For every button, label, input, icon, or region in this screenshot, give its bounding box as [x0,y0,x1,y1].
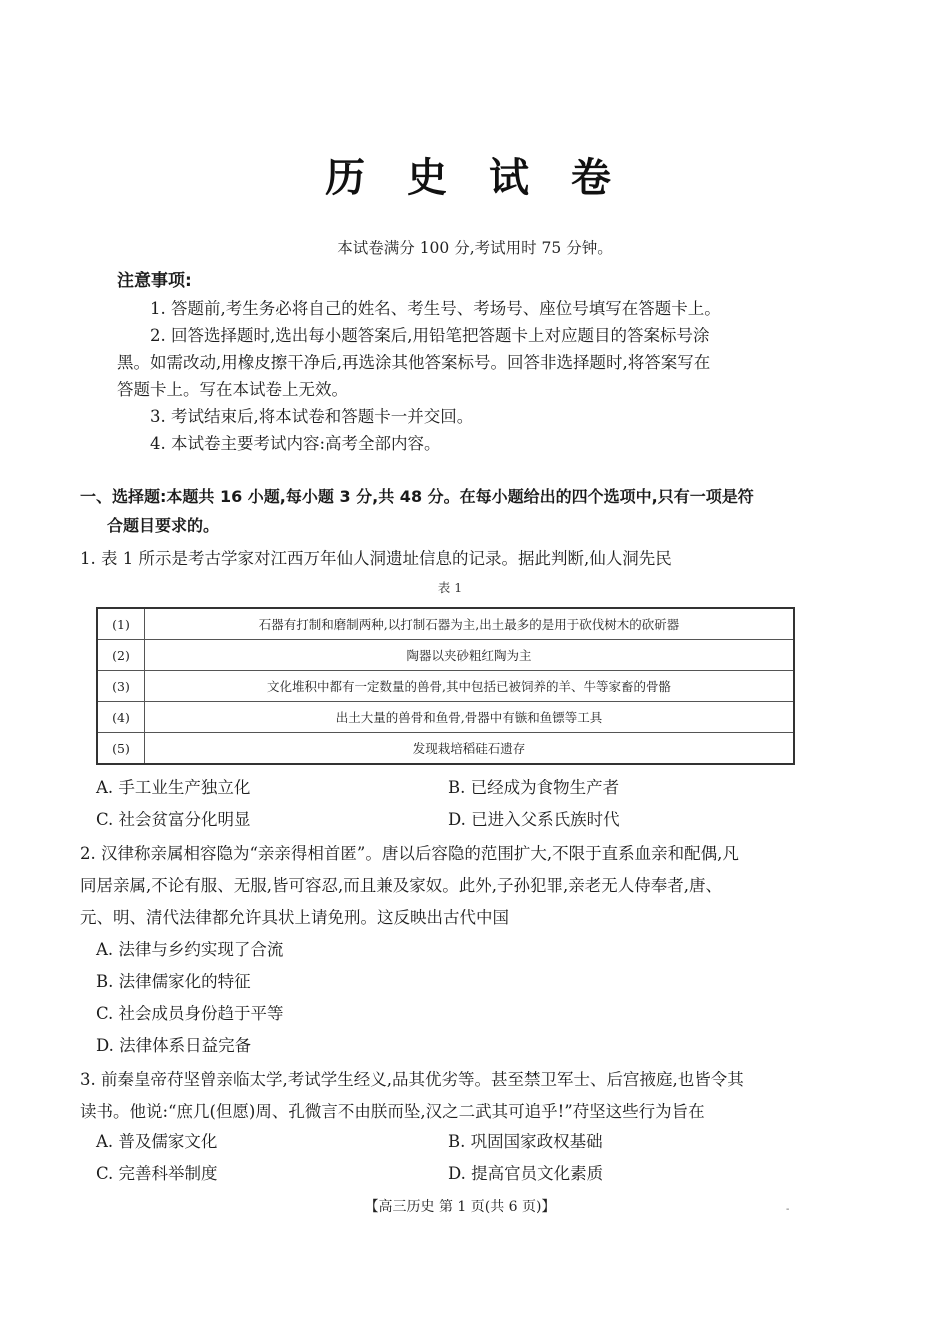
question-1-stem: 1. 表 1 所示是考古学家对江西万年仙人洞遗址信息的记录。据此判断,仙人洞先民 [80,549,672,568]
table-cell-num: (2) [97,640,145,671]
q1-option-a: A. 手工业生产独立化 [96,778,251,797]
question-2-stem-2: 同居亲属,不论有服、无服,皆可容忍,而且兼及家奴。此外,子孙犯罪,亲老无人侍奉者,唐、 [80,876,722,895]
q3-option-b: B. 巩固国家政权基础 [448,1132,603,1151]
q3-option-d: D. 提高官员文化素质 [448,1164,604,1183]
table-cell-text: 出土大量的兽骨和鱼骨,骨器中有镞和鱼镖等工具 [145,702,795,733]
table-row [97,733,794,765]
section-heading-cont: 合题目要求的。 [107,516,220,535]
question-2-stem-1: 2. 汉律称亲属相容隐为“亲亲得相首匿”。唐以后容隐的范围扩大,不限于直系血亲和配偶,凡 [80,844,739,863]
archaeology-table [96,607,795,765]
q3-option-c: C. 完善科举制度 [96,1164,218,1183]
table-row [97,671,794,702]
table-cell-text: 发现栽培稻硅石遗存 [145,733,795,765]
q2-option-c: C. 社会成员身份趋于平等 [96,1004,284,1023]
q1-option-c: C. 社会贫富分化明显 [96,810,251,829]
q2-option-d: D. 法律体系日益完备 [96,1036,252,1055]
question-3-stem-1: 3. 前秦皇帝苻坚曾亲临太学,考试学生经义,品其优劣等。甚至禁卫军士、后宫掖庭,也皆令其 [80,1070,744,1089]
q1-option-d: D. 已进入父系氏族时代 [448,810,620,829]
exam-info: 本试卷满分 100 分,考试用时 75 分钟。 [337,239,613,257]
table-cell-num: (5) [97,733,145,765]
corner-mark: - [786,1204,790,1215]
notice-heading: 注意事项: [117,271,192,291]
table-cell-text: 文化堆积中都有一定数量的兽骨,其中包括已被饲养的羊、牛等家畜的骨骼 [145,671,795,702]
table-row [97,608,794,640]
notice-line-5: 3. 考试结束后,将本试卷和答题卡一并交回。 [150,407,474,426]
question-2-stem-3: 元、明、清代法律都允许具状上请免刑。这反映出古代中国 [80,908,509,927]
q1-option-b: B. 已经成为食物生产者 [448,778,620,797]
table-cell-num: (1) [97,608,145,640]
table-cell-text: 陶器以夹砂粗红陶为主 [145,640,795,671]
notice-line-4: 答题卡上。写在本试卷上无效。 [117,380,348,399]
table-row [97,640,794,671]
page-footer: 【高三历史 第 1 页(共 6 页)】 [364,1199,556,1215]
question-3-stem-2: 读书。他说:“庶几(但愿)周、孔微言不由朕而坠,汉之二武其可追乎!”苻坚这些行为旨在 [80,1102,705,1121]
q2-option-a: A. 法律与乡约实现了合流 [96,940,284,959]
table-cell-num: (4) [97,702,145,733]
notice-line-6: 4. 本试卷主要考试内容:高考全部内容。 [150,434,441,453]
notice-line-1: 1. 答题前,考生务必将自己的姓名、考生号、考场号、座位号填写在答题卡上。 [150,299,721,318]
page-title: 历 史 试 卷 [325,155,625,201]
notice-line-2: 2. 回答选择题时,选出每小题答案后,用铅笔把答题卡上对应题目的答案标号涂 [150,326,710,345]
q2-option-b: B. 法律儒家化的特征 [96,972,251,991]
table-caption: 表 1 [437,580,463,595]
table-cell-num: (3) [97,671,145,702]
q3-option-a: A. 普及儒家文化 [96,1132,218,1151]
section-heading: 一、选择题:本题共 16 小题,每小题 3 分,共 48 分。在每小题给出的四个选项中,只有一项是符 [80,487,754,506]
notice-line-3: 黑。如需改动,用橡皮擦干净后,再选涂其他答案标号。回答非选择题时,将答案写在 [117,353,711,372]
table-row [97,702,794,733]
table-cell-text: 石器有打制和磨制两种,以打制石器为主,出土最多的是用于砍伐树木的砍斫器 [145,608,795,640]
